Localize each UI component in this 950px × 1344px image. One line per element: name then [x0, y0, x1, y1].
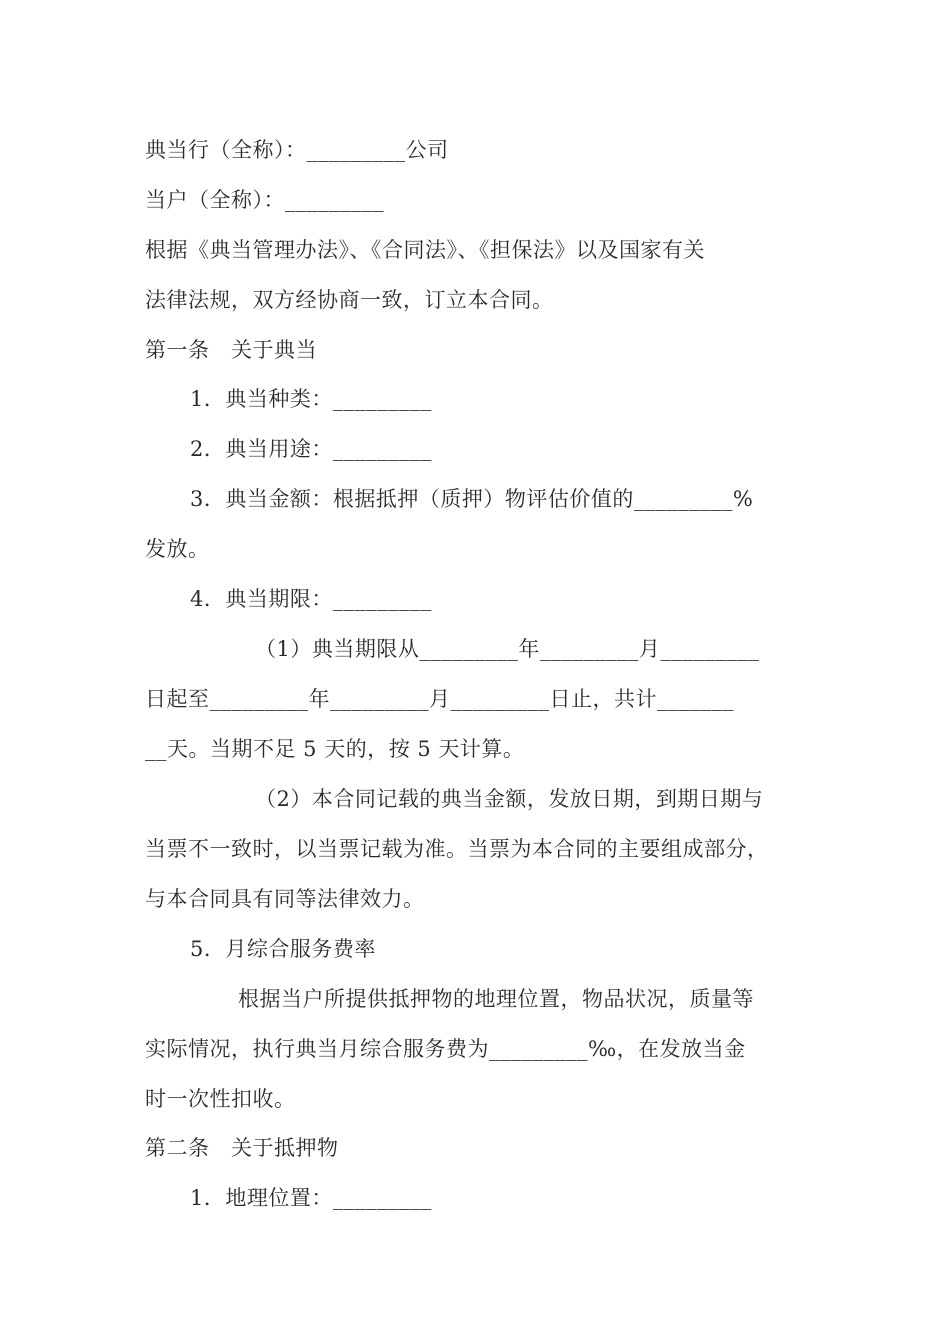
pawn-purpose-line: 2．典当用途：_________	[190, 437, 432, 461]
term-clause-2-line-3: 与本合同具有同等法律效力。	[145, 887, 425, 911]
service-fee-line-1: 根据当户所提供抵押物的地理位置，物品状况，质量等	[238, 987, 754, 1011]
term-clause-1-line-3: __天。当期不足 5 天的，按 5 天计算。	[145, 737, 525, 761]
preamble-line-1: 根据《典当管理办法》、《合同法》、《担保法》以及国家有关	[145, 238, 705, 262]
article-1-heading: 第一条 关于典当	[145, 338, 317, 362]
service-fee-line-2: 实际情况，执行典当月综合服务费为_________‰，在发放当金	[145, 1037, 746, 1061]
pawnshop-name-line: 典当行（全称）：_________公司	[145, 138, 449, 162]
term-clause-2-line-1: （2）本合同记载的典当金额，发放日期，到期日期与	[255, 787, 764, 811]
pawn-amount-line-cont: 发放。	[145, 537, 210, 561]
pawn-amount-line: 3．典当金额：根据抵押（质押）物评估价值的_________%	[190, 487, 754, 511]
term-clause-1-line-2: 日起至_________年_________月_________日止，共计_______	[145, 687, 734, 711]
pawn-term-line: 4．典当期限：_________	[190, 587, 432, 611]
service-fee-heading: 5．月综合服务费率	[190, 937, 376, 961]
pawn-type-line: 1．典当种类：_________	[190, 387, 432, 411]
collateral-location-line: 1．地理位置：_________	[190, 1186, 432, 1210]
service-fee-line-3: 时一次性扣收。	[145, 1087, 296, 1111]
pawner-name-line: 当户（全称）：_________	[145, 188, 384, 212]
article-2-heading: 第二条 关于抵押物	[145, 1136, 339, 1160]
term-clause-2-line-2: 当票不一致时，以当票记载为准。当票为本合同的主要组成部分，	[145, 837, 769, 861]
preamble-line-2: 法律法规，双方经协商一致，订立本合同。	[145, 288, 554, 312]
term-clause-1-line-1: （1）典当期限从_________年_________月_________	[255, 637, 760, 661]
